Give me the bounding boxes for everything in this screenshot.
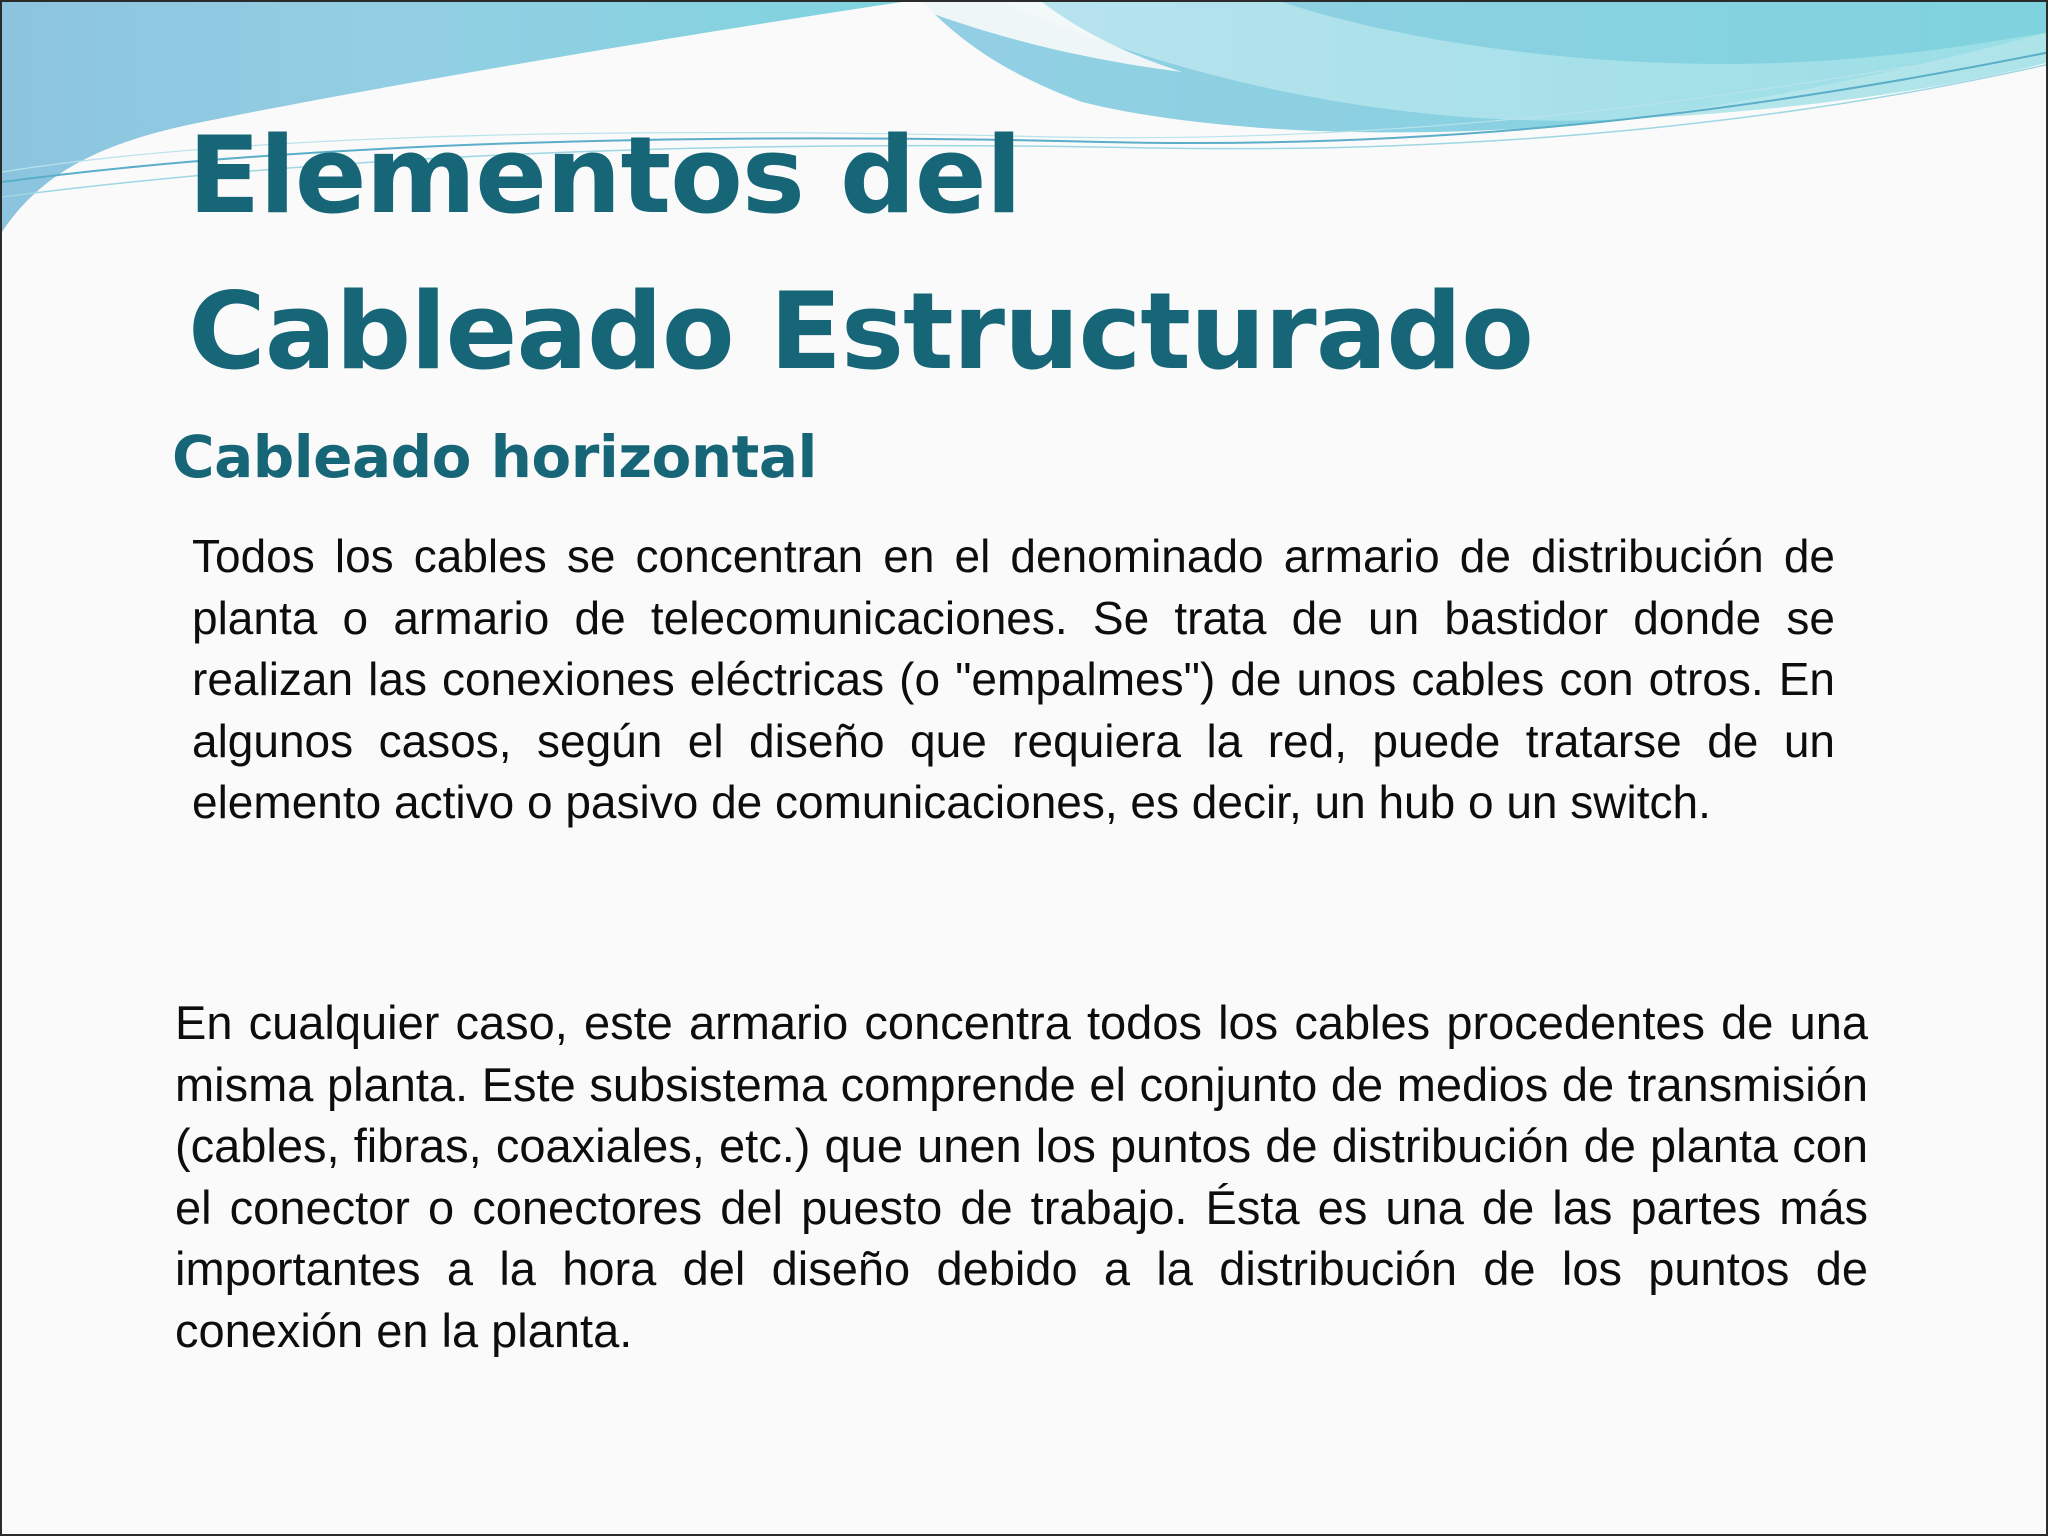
slide-title (188, 98, 1533, 410)
slide-title-line-2: Cableado Estructurado (188, 270, 1533, 393)
slide-subtitle: Cableado horizontal (172, 423, 817, 491)
slide-title-line-1: Elementos del (188, 114, 1022, 237)
body-paragraph-1: Todos los cables se concentran en el denominado armario de distribución de planta o armario de telecomunicaciones. Se trata de un bastidor donde se realizan las conexiones eléctricas (o "empalmes") de unos cables con otros. En algunos casos, según el diseño que requiera la red, puede tratarse de un elemento activo o pasivo de comunicaciones, es decir, un hub o un switch. (192, 530, 1835, 828)
body-paragraph-2: En cualquier caso, este armario concentra todos los cables procedentes de una misma planta. Este subsistema comprende el conjunto de medios de transmisión (cables, fibras, coaxiales, etc.) que unen los puntos de distribución de planta con el conector o conectores del puesto de trabajo. Ésta es una de las partes más importantes a la hora del diseño debido a la distribución de los puntos de conexión en la planta. (175, 996, 1868, 1357)
